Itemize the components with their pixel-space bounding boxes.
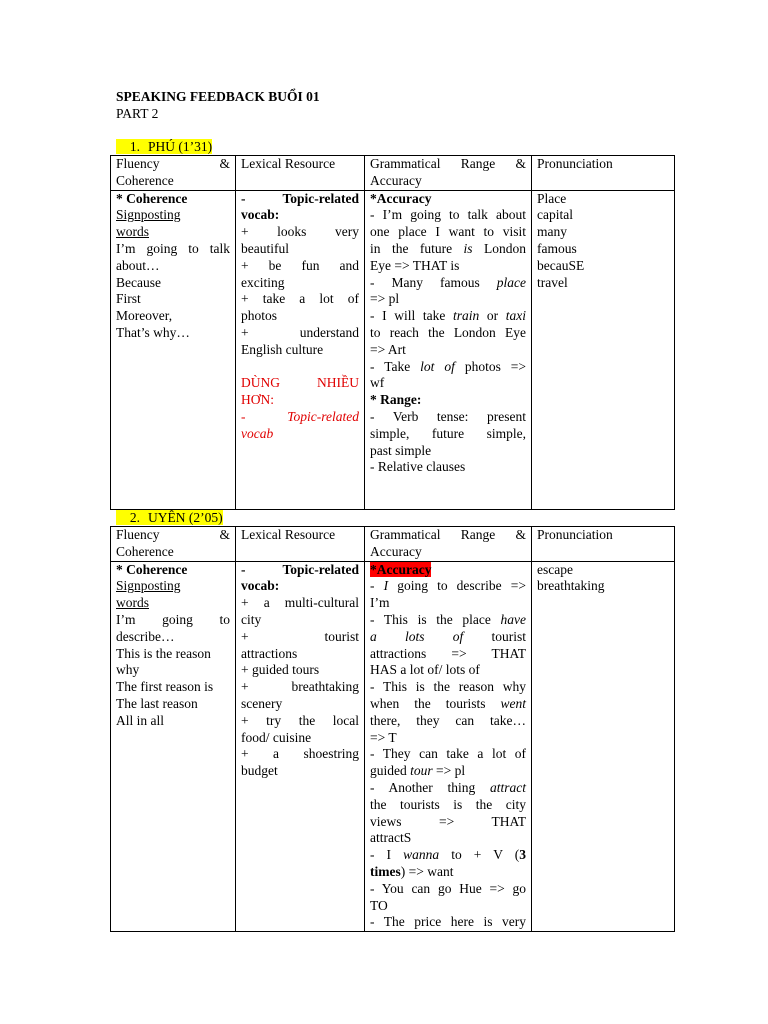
vocab-item: + breathtaking xyxy=(241,679,359,695)
grammar-line xyxy=(370,241,526,258)
header-coherence: Coherence xyxy=(116,543,174,559)
error-word: wanna xyxy=(403,847,440,863)
grammar-line: wf xyxy=(370,375,385,391)
grammar-line xyxy=(370,696,526,713)
header-grammar xyxy=(365,156,532,191)
header-coherence: Coherence xyxy=(116,172,174,188)
header-amp: & xyxy=(219,527,230,542)
header-fluency xyxy=(111,156,236,191)
header-grammar-line2: Accuracy xyxy=(370,543,422,559)
section-2-highlight xyxy=(116,510,223,525)
vocab-heading-cont: vocab: xyxy=(241,207,280,223)
grammar-line xyxy=(370,275,526,292)
pronunciation-word: escape xyxy=(537,561,573,577)
cell-pronunciation xyxy=(532,190,675,509)
vocab-heading: - Topic-related xyxy=(241,190,359,206)
grammar-line: - Verb tense: present xyxy=(370,408,526,424)
emphasis-text: times xyxy=(370,863,401,879)
table-body-row xyxy=(111,561,675,932)
error-word: a lots of xyxy=(370,628,464,644)
grammar-line: - They can take a lot of xyxy=(370,746,526,762)
feedback-table-1 xyxy=(110,155,675,510)
cell-lexical xyxy=(236,190,365,509)
header-fluency-word: Fluency xyxy=(116,156,160,171)
accuracy-heading-highlight: *Accuracy xyxy=(370,561,432,577)
accuracy-heading: *Accuracy xyxy=(370,190,432,206)
vocab-item: + try the local xyxy=(241,712,359,728)
header-amp: & xyxy=(219,156,230,171)
cell-fluency xyxy=(111,561,236,932)
cell-grammar xyxy=(365,190,532,509)
header-fluency xyxy=(111,527,236,562)
vocab-heading: - Topic-related xyxy=(241,561,359,577)
vocab-heading-cont: vocab: xyxy=(241,578,280,594)
signposting-label: Signposting xyxy=(116,207,181,223)
recommendation-text: - Topic-related xyxy=(241,408,359,424)
text-run: London xyxy=(472,240,526,256)
error-word: have xyxy=(500,611,526,627)
cell-grammar xyxy=(365,561,532,932)
grammar-line: views => THAT xyxy=(370,813,526,829)
text-run: - I xyxy=(370,847,404,863)
error-word: went xyxy=(500,695,526,711)
grammar-line: - This is the reason why xyxy=(370,679,526,695)
coherence-heading: * Coherence xyxy=(116,561,188,577)
fluency-line: This is the reason xyxy=(116,645,211,661)
header-pronunciation: Pronunciation xyxy=(532,156,675,191)
table-header-row xyxy=(111,527,675,562)
fluency-line: The first reason is xyxy=(116,679,214,695)
fluency-line: Moreover, xyxy=(116,308,173,324)
table-header-row xyxy=(111,156,675,191)
cell-fluency xyxy=(111,190,236,509)
text-run: to + V ( xyxy=(439,847,520,863)
pronunciation-word: many xyxy=(537,224,567,240)
vocab-item: city xyxy=(241,611,262,627)
text-run: going to describe => xyxy=(388,578,526,594)
vocab-item: + guided tours xyxy=(241,662,320,678)
fluency-line: Because xyxy=(116,274,161,290)
grammar-line xyxy=(370,780,526,797)
error-word: tour xyxy=(410,763,433,779)
vocab-item: attractions xyxy=(241,645,298,661)
section-1-student: PHÚ (1’31) xyxy=(148,139,213,154)
fluency-line: describe… xyxy=(116,628,175,644)
pronunciation-word: capital xyxy=(537,207,573,223)
header-grammar-line1: Grammatical Range & xyxy=(370,527,526,542)
vocab-item: beautiful xyxy=(241,240,289,256)
accuracy-heading xyxy=(370,562,526,579)
vocab-item: exciting xyxy=(241,274,285,290)
coherence-heading: * Coherence xyxy=(116,190,188,206)
error-word: train xyxy=(452,308,480,324)
text-run: guided xyxy=(370,763,411,779)
fluency-line: First xyxy=(116,291,141,307)
pronunciation-word: travel xyxy=(537,274,568,290)
grammar-line: the tourists is the city xyxy=(370,796,526,812)
document-part-label: PART 2 xyxy=(116,106,159,121)
pronunciation-word: breathtaking xyxy=(537,578,605,594)
text-run: when the tourists xyxy=(370,695,501,711)
header-grammar xyxy=(365,527,532,562)
section-1-highlight xyxy=(116,139,212,154)
signposting-label-cont: words xyxy=(116,595,149,611)
header-lexical: Lexical Resource xyxy=(236,156,365,191)
grammar-line: I’m xyxy=(370,595,390,611)
header-pronunciation: Pronunciation xyxy=(532,527,675,562)
signposting-label-cont: words xyxy=(116,224,149,240)
vocab-item: + take a lot of xyxy=(241,291,359,307)
section-2-student: UYÊN (2’05) xyxy=(148,510,223,525)
fluency-line: I’m going to xyxy=(116,611,230,627)
fluency-line: All in all xyxy=(116,712,164,728)
signposting-label: Signposting xyxy=(116,578,181,594)
vocab-item: English culture xyxy=(241,341,324,357)
grammar-line: one place I want to visit xyxy=(370,224,526,240)
vocab-item: + be fun and xyxy=(241,257,359,273)
section-1-number: 1. xyxy=(129,139,140,154)
grammar-line: => pl xyxy=(370,291,400,307)
grammar-line xyxy=(370,612,526,629)
document-title: SPEAKING FEEDBACK BUỔI 01 xyxy=(116,89,320,104)
text-run: - Take xyxy=(370,358,421,374)
grammar-line xyxy=(370,359,526,376)
error-word: I xyxy=(383,578,389,594)
pronunciation-word: becauSE xyxy=(537,257,585,273)
error-word: attract xyxy=(490,779,526,795)
text-run: ) => want xyxy=(400,863,454,879)
vocab-item: budget xyxy=(241,763,278,779)
header-grammar-line2: Accuracy xyxy=(370,172,422,188)
fluency-line: The last reason xyxy=(116,695,198,711)
grammar-line: attractions => THAT xyxy=(370,645,526,661)
range-heading: * Range: xyxy=(370,392,422,408)
section-2-heading xyxy=(116,509,223,526)
fluency-line: That’s why… xyxy=(116,324,190,340)
fluency-line: why xyxy=(116,662,140,678)
text-run: or xyxy=(479,308,506,324)
text-run: - I will take xyxy=(370,308,453,324)
header-grammar-line1: Grammatical Range & xyxy=(370,156,526,171)
vocab-item: + looks very xyxy=(241,224,359,240)
header-fluency-line xyxy=(116,527,230,544)
error-word: is xyxy=(463,240,473,256)
pronunciation-word: Place xyxy=(537,190,567,206)
text-run: in the future xyxy=(370,240,464,256)
vocab-item: + tourist xyxy=(241,628,359,644)
grammar-line: simple, future simple, xyxy=(370,425,526,441)
error-word: lot of xyxy=(420,358,455,374)
text-run: tourist xyxy=(463,628,526,644)
text-run: - xyxy=(370,578,384,594)
fluency-line: I’m going to talk xyxy=(116,240,230,256)
feedback-table-2 xyxy=(110,526,675,932)
grammar-line: to reach the London Eye xyxy=(370,324,526,340)
section-2-number: 2. xyxy=(129,510,140,525)
vocab-item: + understand xyxy=(241,324,359,340)
text-run: - Another thing xyxy=(370,779,490,795)
grammar-line: - You can go Hue => go xyxy=(370,880,526,896)
text-run: - This is the place xyxy=(370,611,501,627)
grammar-line: Eye => THAT is xyxy=(370,257,460,273)
grammar-line xyxy=(370,578,526,595)
section-1-heading xyxy=(116,138,212,155)
error-word: taxi xyxy=(505,308,526,324)
grammar-line: - Relative clauses xyxy=(370,459,466,475)
grammar-line: TO xyxy=(370,897,388,913)
vocab-item: photos xyxy=(241,308,278,324)
text-run: - Many famous xyxy=(370,274,497,290)
grammar-line: - I’m going to talk about xyxy=(370,207,526,223)
vocab-item: + a shoestring xyxy=(241,746,359,762)
grammar-line xyxy=(370,629,526,646)
header-fluency-word: Fluency xyxy=(116,527,160,542)
vocab-item: + a multi-cultural xyxy=(241,595,359,611)
grammar-line xyxy=(370,763,526,780)
grammar-line: attractS xyxy=(370,830,412,846)
grammar-line: there, they can take… xyxy=(370,712,526,728)
text-run: => pl xyxy=(432,763,466,779)
grammar-line xyxy=(370,308,526,325)
cell-lexical xyxy=(236,561,365,932)
header-lexical: Lexical Resource xyxy=(236,527,365,562)
error-word: place xyxy=(496,274,526,290)
recommendation-text: vocab xyxy=(241,425,274,441)
header-fluency-line xyxy=(116,156,230,173)
recommendation-text: HƠN: xyxy=(241,392,274,408)
emphasis-text: 3 xyxy=(519,847,527,863)
blank-line xyxy=(241,359,359,376)
recommendation-text: DÙNG NHIỀU xyxy=(241,375,359,391)
pronunciation-word: famous xyxy=(537,240,577,256)
grammar-line xyxy=(370,864,526,881)
grammar-line xyxy=(370,847,526,864)
grammar-line: => Art xyxy=(370,341,406,357)
grammar-line: => T xyxy=(370,729,397,745)
text-run: photos => xyxy=(454,358,526,374)
grammar-line: HAS a lot of/ lots of xyxy=(370,662,480,678)
grammar-line: past simple xyxy=(370,442,432,458)
vocab-item: food/ cuisine xyxy=(241,729,312,745)
fluency-line: about… xyxy=(116,257,160,273)
table-body-row xyxy=(111,190,675,509)
cell-pronunciation xyxy=(532,561,675,932)
grammar-line: - The price here is very xyxy=(370,914,526,930)
vocab-item: scenery xyxy=(241,695,283,711)
